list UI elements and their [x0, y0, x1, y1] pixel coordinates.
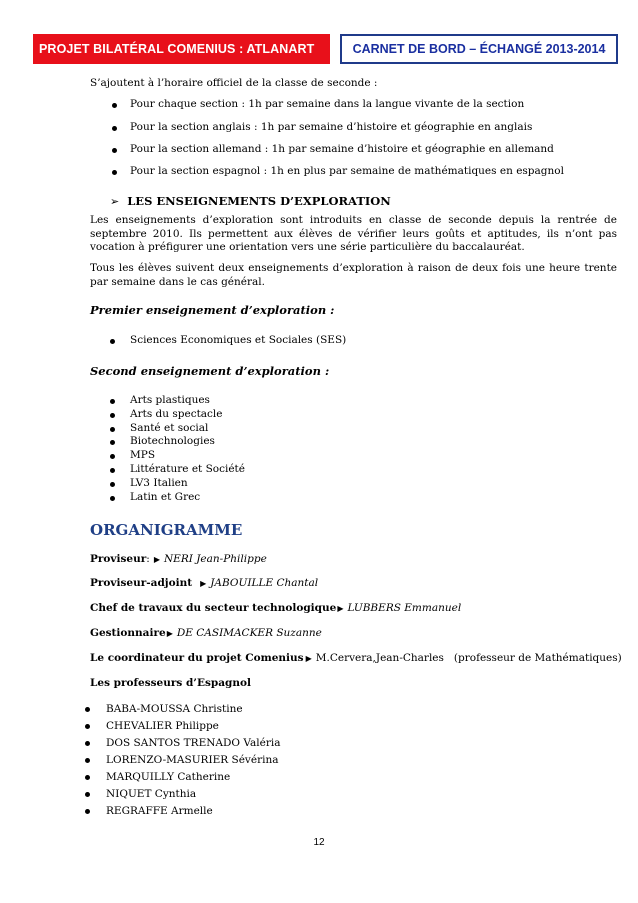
triangle-right-icon: ▶ [166, 628, 173, 638]
arrow-bullet-icon: ➢ [110, 194, 120, 208]
triangle-right-icon: ▶ [337, 603, 344, 613]
second-exploration-list [110, 394, 245, 504]
teachers-list [85, 701, 280, 820]
list-item: Arts plastiques [110, 394, 245, 408]
org-role: Proviseur [90, 553, 147, 565]
list-item: Littérature et Société [110, 463, 245, 477]
list-item: Biotechnologies [110, 435, 245, 449]
org-person: M.Cervera,Jean-Charles (professeur de Mathématiques) [315, 652, 622, 664]
list-item: DOS SANTOS TRENADO Valéria [85, 735, 280, 752]
org-row-vice-principal [90, 577, 318, 589]
org-role: Chef de travaux du secteur technologique [90, 602, 337, 614]
triangle-right-icon: ▶ [200, 578, 207, 588]
first-exploration-list [110, 334, 346, 348]
list-item: REGRAFFE Armelle [85, 803, 280, 820]
org-row-principal [90, 553, 267, 565]
paragraph: Tous les élèves suivent deux enseignements d’exploration à raison de deux fois une heure trente par semaine dans le cas général. [90, 262, 617, 288]
header-logbook-title: CARNET DE BORD – ÉCHANGÉ 2013-2014 [340, 34, 618, 64]
page-number: 12 [313, 837, 325, 848]
list-item: MPS [110, 449, 245, 463]
org-row-manager [90, 627, 322, 639]
list-item: Santé et social [110, 422, 245, 436]
org-row-coordinator [90, 652, 622, 664]
triangle-right-icon: ▶ [153, 554, 160, 564]
triangle-right-icon: ▶ [305, 653, 312, 663]
first-exploration-title: Premier enseignement d’exploration : [90, 303, 335, 317]
org-person: NERI Jean-Philippe [163, 553, 267, 565]
teachers-heading [90, 677, 251, 689]
header-project-title: PROJET BILATÉRAL COMENIUS : ATLANART [33, 34, 330, 64]
org-row-tech-head [90, 602, 461, 614]
list-item: BABA-MOUSSA Christine [85, 701, 280, 718]
org-person: DE CASIMACKER Suzanne [176, 627, 322, 639]
org-role: Proviseur-adjoint [90, 577, 193, 589]
org-person: LUBBERS Emmanuel [347, 602, 462, 614]
bullet-icon [112, 126, 117, 131]
second-exploration-title: Second enseignement d’exploration : [90, 364, 330, 378]
bullet-icon [112, 170, 117, 175]
list-item: Arts du spectacle [110, 408, 245, 422]
org-person: JABOUILLE Chantal [210, 577, 319, 589]
list-item: Pour la section espagnol : 1h en plus par semaine de mathématiques en espagnol [130, 165, 564, 177]
bullet-icon [112, 148, 117, 153]
org-separator: : [146, 553, 150, 565]
org-role: Le coordinateur du projet Comenius [90, 652, 304, 664]
section-heading-text: LES ENSEIGNEMENTS D’EXPLORATION [127, 194, 391, 208]
teachers-title: Les professeurs d’Espagnol [90, 677, 251, 689]
org-role: Gestionnaire [90, 627, 166, 639]
list-item: CHEVALIER Philippe [85, 718, 280, 735]
list-item: Pour la section allemand : 1h par semaine d’histoire et géographie en allemand [130, 143, 554, 155]
bullet-icon [112, 103, 117, 108]
list-item: Latin et Grec [110, 491, 245, 505]
paragraph: Les enseignements d’exploration sont introduits en classe de seconde depuis la rentrée de septembre 2010. Ils permettent aux élèves de vérifier leurs goûts et aptitudes, ils n’ont pas vocation à préfigurer une orientation vers une série particulière du baccalauréat. [90, 214, 617, 253]
list-item: LV3 Italien [110, 477, 245, 491]
list-item: NIQUET Cynthia [85, 786, 280, 803]
section-heading [110, 194, 391, 208]
list-item: MARQUILLY Catherine [85, 769, 280, 786]
list-item: Pour la section anglais : 1h par semaine d’histoire et géographie en anglais [130, 121, 533, 133]
intro-text: S’ajoutent à l’horaire officiel de la classe de seconde : [90, 77, 378, 89]
list-item: LORENZO-MASURIER Sévérina [85, 752, 280, 769]
list-item: Pour chaque section : 1h par semaine dans la langue vivante de la section [130, 98, 525, 110]
list-item: Sciences Economiques et Sociales (SES) [110, 334, 346, 348]
organigram-title: ORGANIGRAMME [90, 521, 243, 539]
